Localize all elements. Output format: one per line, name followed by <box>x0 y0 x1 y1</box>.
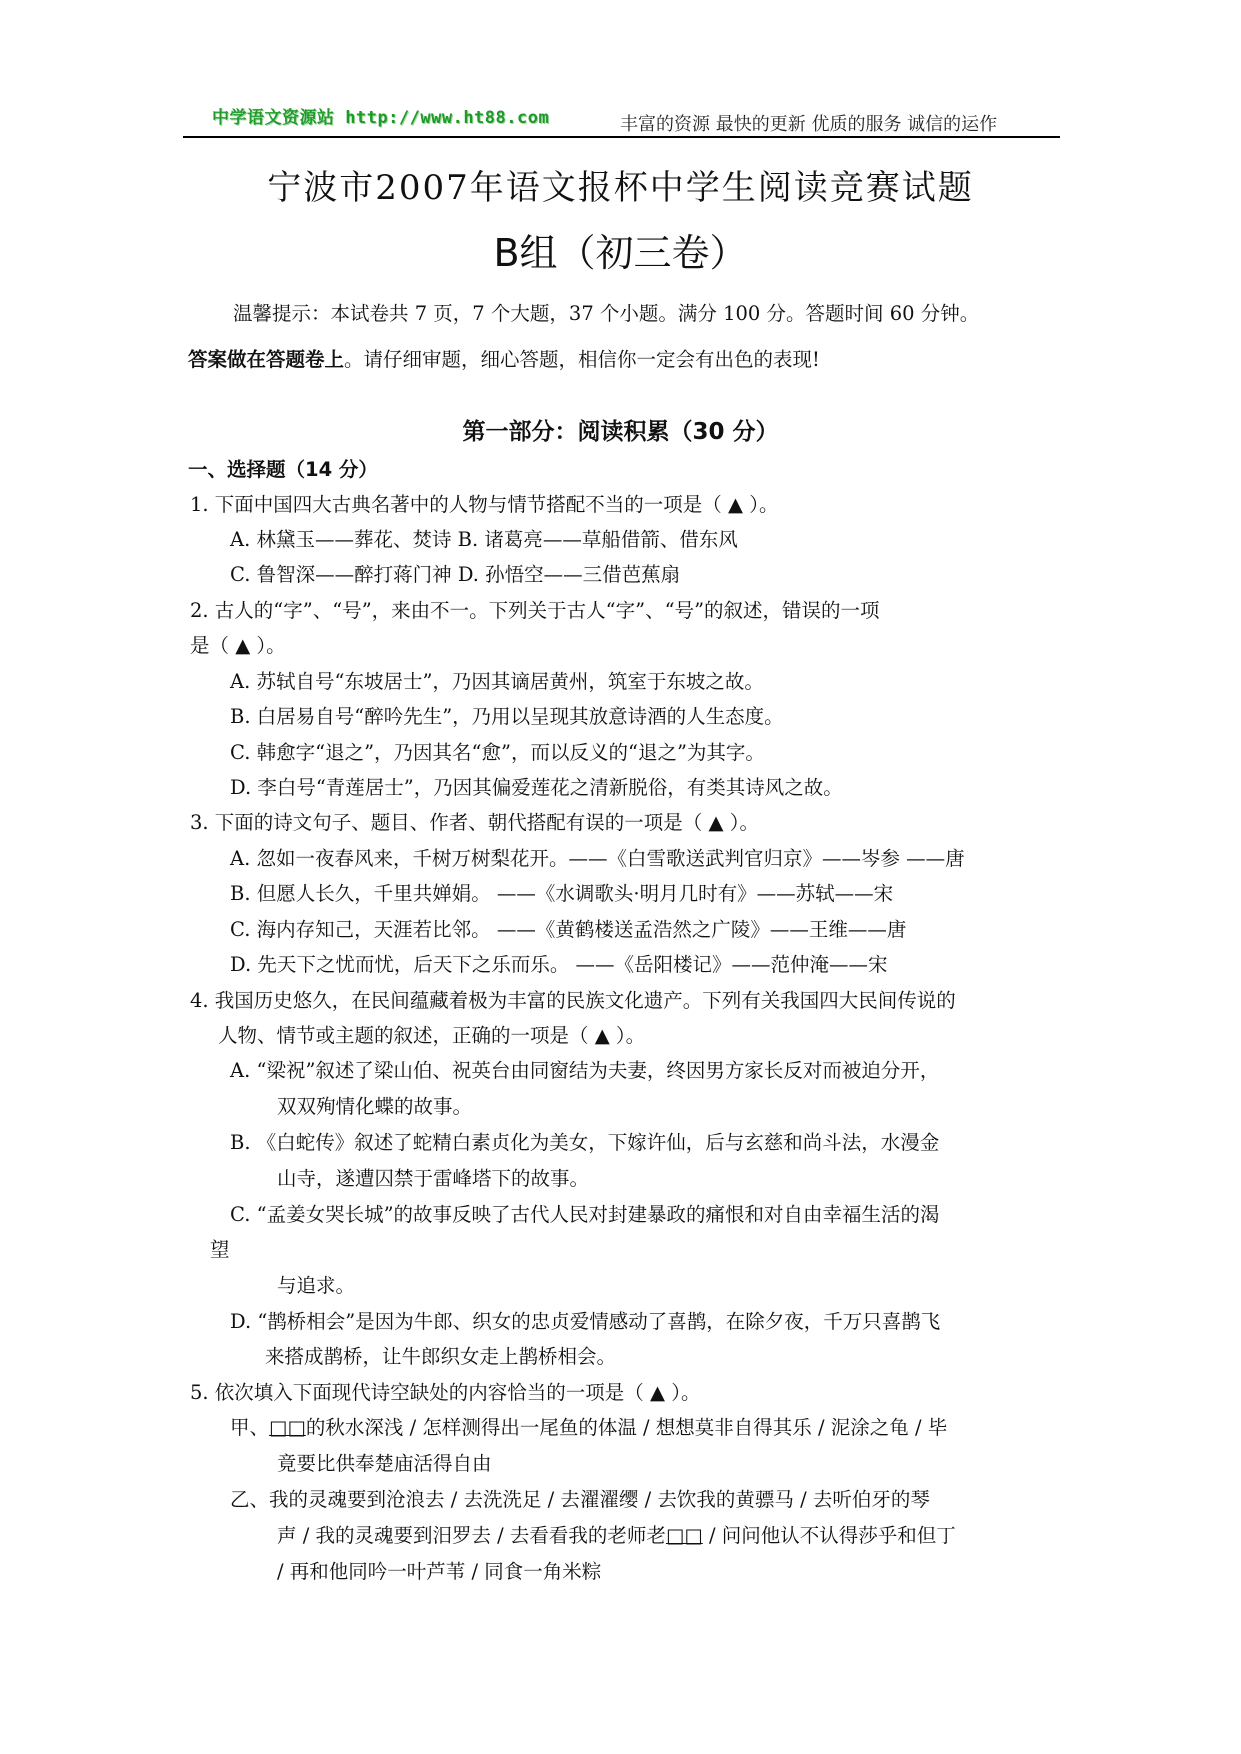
q2-option-c: C. 韩愈字“退之”，乃因其名“愈”，而以反义的“退之”为其字。 <box>230 741 765 764</box>
q4-stem-cont: 人物、情节或主题的叙述，正确的一项是（ ▲ ）。 <box>218 1024 646 1047</box>
q1-option-row: C. 鲁智深——醉打蒋门神 D. 孙悟空——三借芭蕉扇 <box>230 563 681 586</box>
q5-poem-jia-cont: 竟要比供奉楚庙活得自由 <box>277 1452 492 1475</box>
header-slogan: 丰富的资源 最快的更新 优质的服务 诚信的运作 <box>620 114 998 135</box>
q3-option-a: A. 忽如一夜春风来，千树万树梨花开。——《白雪歌送武判官归京》——岑参 ——唐 <box>230 847 965 870</box>
q4-option-d-cont: 来搭成鹊桥，让牛郎织女走上鹊桥相会。 <box>265 1345 617 1368</box>
q4-option-b-cont: 山寺，遂遭囚禁于雷峰塔下的故事。 <box>277 1167 590 1190</box>
q5-jia-blank: □□ <box>269 1416 306 1439</box>
q1-option-row: A. 林黛玉——葬花、焚诗 B. 诸葛亮——草船借箭、借东风 <box>230 528 738 551</box>
q4-option-c-cont: 望 <box>210 1238 230 1261</box>
exam-subtitle: B组（初三卷） <box>493 231 748 275</box>
q3-stem: 3. 下面的诗文句子、题目、作者、朝代搭配有误的一项是（ ▲ ）。 <box>190 811 759 834</box>
q2-stem-cont: 是（ ▲ ）。 <box>190 634 286 657</box>
part-heading: 一、选择题（14 分） <box>188 458 378 481</box>
q4-option-d: D. “鹊桥相会”是因为牛郎、织女的忠贞爱情感动了喜鹊，在除夕夜，千万只喜鹊飞 <box>230 1310 941 1333</box>
section-title: 第一部分：阅读积累（30 分） <box>462 419 779 445</box>
notice-line-2 <box>188 344 820 372</box>
q4-option-c: C. “孟姜女哭长城”的故事反映了古代人民对封建暴政的痛恨和对自由幸福生活的渴 <box>230 1203 940 1226</box>
q3-option-d: D. 先天下之忧而忧，后天下之乐而乐。 ——《岳阳楼记》——范仲淹——宋 <box>230 953 888 976</box>
q3-option-b: B. 但愿人长久，千里共婵娟。 ——《水调歌头·明月几时有》——苏轼——宋 <box>230 882 894 905</box>
q5-stem: 5. 依次填入下面现代诗空缺处的内容恰当的一项是（ ▲ ）。 <box>190 1381 701 1404</box>
q1-stem: 1. 下面中国四大古典名著中的人物与情节搭配不当的一项是（ ▲ ）。 <box>190 493 779 516</box>
q5-yi-text-b: / 问问他认不认得莎乎和但丁 <box>702 1524 956 1547</box>
q4-option-a-cont: 双双殉情化蝶的故事。 <box>277 1095 473 1118</box>
exam-title: 宁波市2007年语文报杯中学生阅读竞赛试题 <box>267 168 974 208</box>
q5-poem-yi-cont <box>277 1520 956 1548</box>
notice-rest: 。请仔细审题，细心答题，相信你一定会有出色的表现! <box>344 348 820 371</box>
q5-poem-jia <box>230 1412 947 1440</box>
notice-bold: 答案做在答题卷上 <box>188 348 345 371</box>
q5-yi-text-a: 声 / 我的灵魂要到汨罗去 / 去看看我的老师老 <box>277 1524 666 1547</box>
q4-stem: 4. 我国历史悠久，在民间蕴藏着极为丰富的民族文化遗产。下列有关我国四大民间传说的 <box>190 989 956 1012</box>
q5-poem-yi: 乙、我的灵魂要到沧浪去 / 去洗洗足 / 去濯濯缨 / 去饮我的黄骠马 / 去听伯牙的琴 <box>230 1488 930 1511</box>
q5-poem-yi-cont2: / 再和他同吟一叶芦苇 / 同食一角米粽 <box>277 1560 602 1583</box>
q5-jia-text: 的秋水深浅 / 怎样测得出一尾鱼的体温 / 想想莫非自得其乐 / 泥涂之龟 / 毕 <box>305 1416 948 1439</box>
q2-option-b: B. 白居易自号“醉吟先生”，乃用以呈现其放意诗酒的人生态度。 <box>230 705 784 728</box>
q4-option-c-cont2: 与追求。 <box>277 1274 356 1297</box>
q5-jia-prefix: 甲、 <box>230 1416 270 1439</box>
q2-option-a: A. 苏轼自号“东坡居士”，乃因其谪居黄州，筑室于东坡之故。 <box>230 670 764 693</box>
q4-option-a: A. “梁祝”叙述了梁山伯、祝英台由同窗结为夫妻，终因男方家长反对而被迫分开， <box>230 1059 940 1082</box>
notice-line-1: 温馨提示：本试卷共 7 页，7 个大题，37 个小题。满分 100 分。答题时间 60 分钟。 <box>233 302 980 325</box>
q3-option-c: C. 海内存知己，天涯若比邻。 ——《黄鹤楼送孟浩然之广陵》——王维——唐 <box>230 918 907 941</box>
q5-yi-blank: □□ <box>665 1524 703 1547</box>
q2-stem: 2. 古人的“字”、“号”，来由不一。下列关于古人“字”、“号”的叙述，错误的一项 <box>190 599 880 622</box>
site-logo-text: 中学语文资源站 http://www.ht88.com <box>212 108 550 128</box>
q4-option-b: B. 《白蛇传》叙述了蛇精白素贞化为美女，下嫁许仙，后与玄慈和尚斗法，水漫金 <box>230 1131 940 1154</box>
q2-option-d: D. 李白号“青莲居士”，乃因其偏爱莲花之清新脱俗，有类其诗风之故。 <box>230 776 843 799</box>
header-divider <box>183 136 1060 138</box>
